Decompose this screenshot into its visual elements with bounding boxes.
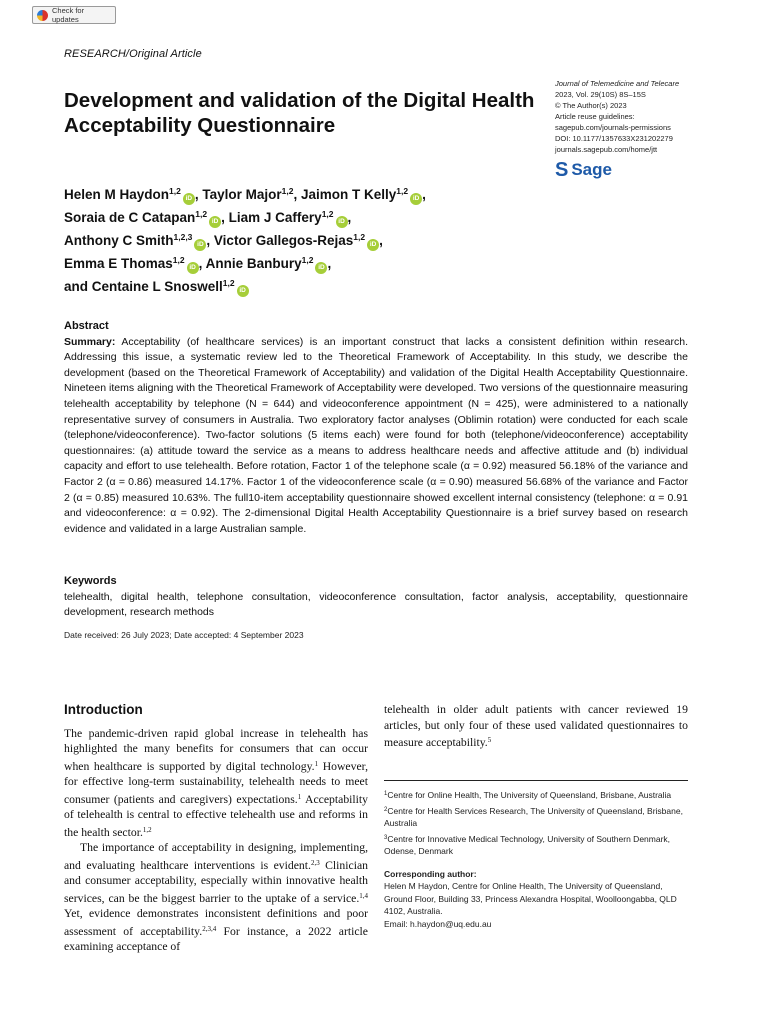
paragraph-text: Yet, evidence demonstrates inconsistent definitions and poor assessment of acceptability. [64,907,368,938]
abstract-text [64,335,688,538]
author-entry [64,233,214,248]
introduction-heading: Introduction [64,702,143,717]
footnote-divider [384,780,688,781]
copyright-line: © The Author(s) 2023 [555,101,627,110]
author-affiliation: 1,2 [222,278,235,288]
author-affiliation: 1,2 [353,232,366,242]
affiliation-footnote [384,804,688,830]
publisher-name: Sage [571,160,612,179]
abstract-heading: Abstract [64,320,109,332]
sage-s-icon: S [555,159,569,181]
author-affiliation: 1,2 [195,209,208,219]
summary-label: Summary: [64,335,116,348]
journal-metadata [555,78,725,155]
paragraph-text: telehealth in older adult patients with cancer reviewed 19 articles, but only four of these used validated questionnaires to measure acceptability. [384,703,688,749]
orcid-icon[interactable]: iD [187,262,199,274]
author-name: Victor Gallegos-Rejas [213,233,354,248]
author-affiliation: 1,2 [321,209,334,219]
author-name: Anthony C Smith [64,233,174,248]
check-for-updates-label: Check for updates [52,6,85,24]
footnote-text: Centre for Innovative Medical Technology, University of Southern Denmark, Odense, Denmark [384,833,671,856]
reuse-guidelines: Article reuse guidelines: [555,112,635,121]
author-affiliation: 1,2 [301,255,314,265]
orcid-icon[interactable]: iD [336,216,348,228]
author-affiliation: 1,2 [169,186,181,196]
paragraph-text: For instance, a 2022 article examining acceptance of [64,924,368,953]
paragraph-text: The pandemic-driven rapid global increase in telehealth has highlighted the many benefits for consumers that can occur when healthcare is supported by digital technology. [64,726,368,773]
author-entry [64,187,202,202]
check-for-updates-button[interactable] [32,6,116,24]
left-column [64,702,368,955]
crossmark-icon [37,10,48,21]
citation-ref[interactable]: 1,2 [142,825,152,834]
affiliation-footnote [384,788,688,802]
corresponding-email[interactable]: Email: h.haydon@uq.edu.au [384,918,492,929]
footnote-number: 2 [384,806,388,813]
right-column [384,702,688,751]
article-dates: Date received: 26 July 2023; Date accepted: 4 September 2023 [64,630,304,640]
author-affiliation: 1,2 [172,255,185,265]
author-affiliation: 1,2,3 [173,232,193,242]
author-name: Emma E Thomas [64,256,173,271]
author-affiliation: 1,2 [396,186,409,196]
author-name: Annie Banbury [205,256,302,271]
journal-issue: 2023, Vol. 29(10S) 8S–15S [555,90,646,99]
article-type-label: RESEARCH/Original Article [64,48,202,60]
author-affiliation: 1,2 [281,186,294,196]
author-entry [301,187,426,202]
introduction-paragraph-3 [384,702,688,751]
paragraph-text: However, for effective long-term sustainability, telehealth needs to meet consumer (patients and caregivers) expectations. [64,759,368,806]
author-entry [64,256,206,271]
footnote-text: Centre for Online Health, The University of Queensland, Brisbane, Australia [387,790,672,800]
orcid-icon[interactable]: iD [194,239,206,251]
footnote-number: 3 [384,834,388,841]
citation-ref[interactable]: 2,3,4 [202,924,217,933]
orcid-icon[interactable]: iD [183,193,195,205]
author-entry [214,233,383,248]
sage-logo [555,160,612,180]
author-separator: , [293,187,301,202]
citation-ref[interactable]: 1 [314,759,319,768]
corresponding-author [384,868,688,931]
author-name: Liam J Caffery [228,210,322,225]
author-entry [64,279,249,294]
author-entry [202,187,301,202]
author-entry [64,210,229,225]
journal-name: Journal of Telemedicine and Telecare [555,79,680,88]
author-entry [229,210,352,225]
keywords-heading: Keywords [64,575,117,587]
author-entry [206,256,332,271]
author-separator: , [221,210,229,225]
author-separator: , [422,187,426,202]
corresponding-details: Helen M Haydon, Centre for Online Health, The University of Queensland, Ground Floor, Building 33, Princess Alexandra Hospital, Woolloongabba, QLD 4102, Australia. [384,881,677,916]
affiliation-footnote [384,832,688,858]
author-separator: , [206,233,214,248]
footnote-number: 1 [384,791,388,797]
orcid-icon[interactable]: iD [315,262,327,274]
author-name: Soraia de C Catapan [64,210,196,225]
introduction-paragraph-2 [64,840,368,955]
affiliation-footnotes [384,788,688,930]
citation-ref[interactable]: 2,3 [310,858,320,867]
keywords-section [64,574,688,621]
doi-line[interactable]: DOI: 10.1177/1357633X231202279 [555,134,673,143]
author-separator: , [194,187,203,202]
author-name: Jaimon T Kelly [300,187,397,202]
abstract-section [64,319,688,537]
author-name: Taylor Major [202,187,282,202]
footnote-text: Centre for Health Services Research, The University of Queensland, Brisbane, Australia [384,805,683,828]
corresponding-label: Corresponding author: [384,868,477,879]
paragraph-text: Clinician and consumer acceptability, especially within innovative health services, can be the biggest barrier to the uptake of a service. [64,858,368,905]
author-separator: , [347,210,352,225]
introduction-paragraph-1 [64,726,368,841]
paragraph-text: Acceptability of telehealth is central to effective telehealth use and reforms in the health sector. [64,792,368,839]
journal-homepage-link[interactable]: journals.sagepub.com/home/jtt [555,145,658,154]
author-name: Helen M Haydon [64,187,170,202]
article-title: Development and validation of the Digital Health Acceptability Questionnaire [64,89,535,137]
author-separator: , [379,233,383,248]
orcid-icon[interactable]: iD [410,193,422,205]
author-separator: , [198,256,206,271]
abstract-body: Acceptability (of healthcare services) is an important construct that lacks a consistent definition within research. Addressing this issue, a systematic review led to the Theoretical Framework of Acceptability. In this study, we describe the development (based on the Theoretical Framework of Acceptability) and validation of the Digital Health Acceptability Questionnaire. Nineteen items aligning with the Theoretical Framework of Acceptability were developed. Two versions of the questionnaire measuring telehealth acceptability by telephone (N = 644) and videoconference appointment (N = 425), were administered to a nationally representative survey of consumers in Australia. Two exploratory factor analyses (Oblimin rotation) were conducted for each scale (telephone/videoconference). Two-factor solutions (5 items each) were found for both (telephone/videoconference) acceptability questionnaires: (a) attitude toward the service as a means to address healthcare needs and affective attitude and (b) individual capacity and effort to use telehealth. Before rotation, Factor 1 of the telephone scale (α = 0.92) measured 56.18% of the variance and Factor 2 (α = 0.86) measured 14.17%. Factor 1 of the videoconference scale (α = 0.90) measured 56.68% of the variance and Factor 2 (α = 0.85) measured 10.63%. The full10-item acceptability questionnaire showed excellent internal consistency (telephone: α = 0.91 and videoconference: α = 0.92). The 2-dimensional Digital Health Acceptability Questionnaire is a brief survey based on research evidence and validated in a large Australian sample. [64,335,688,535]
author-list [64,182,534,297]
citation-ref[interactable]: 5 [487,736,492,744]
author-separator: , [327,256,332,271]
orcid-icon[interactable]: iD [237,285,249,297]
reuse-link[interactable]: sagepub.com/journals-permissions [555,123,671,132]
orcid-icon[interactable]: iD [209,216,221,228]
orcid-icon[interactable]: iD [367,239,379,251]
paragraph-text: The importance of acceptability in designing, implementing, and evaluating healthcare interventions is evident. [64,841,368,872]
keywords-text: telehealth, digital health, telephone consultation, videoconference consultation, factor analysis, acceptability, questionnaire development, research methods [64,590,688,619]
citation-ref[interactable]: 1,4 [359,891,368,900]
citation-ref[interactable]: 1 [297,792,302,801]
author-name: and Centaine L Snoswell [64,279,223,294]
